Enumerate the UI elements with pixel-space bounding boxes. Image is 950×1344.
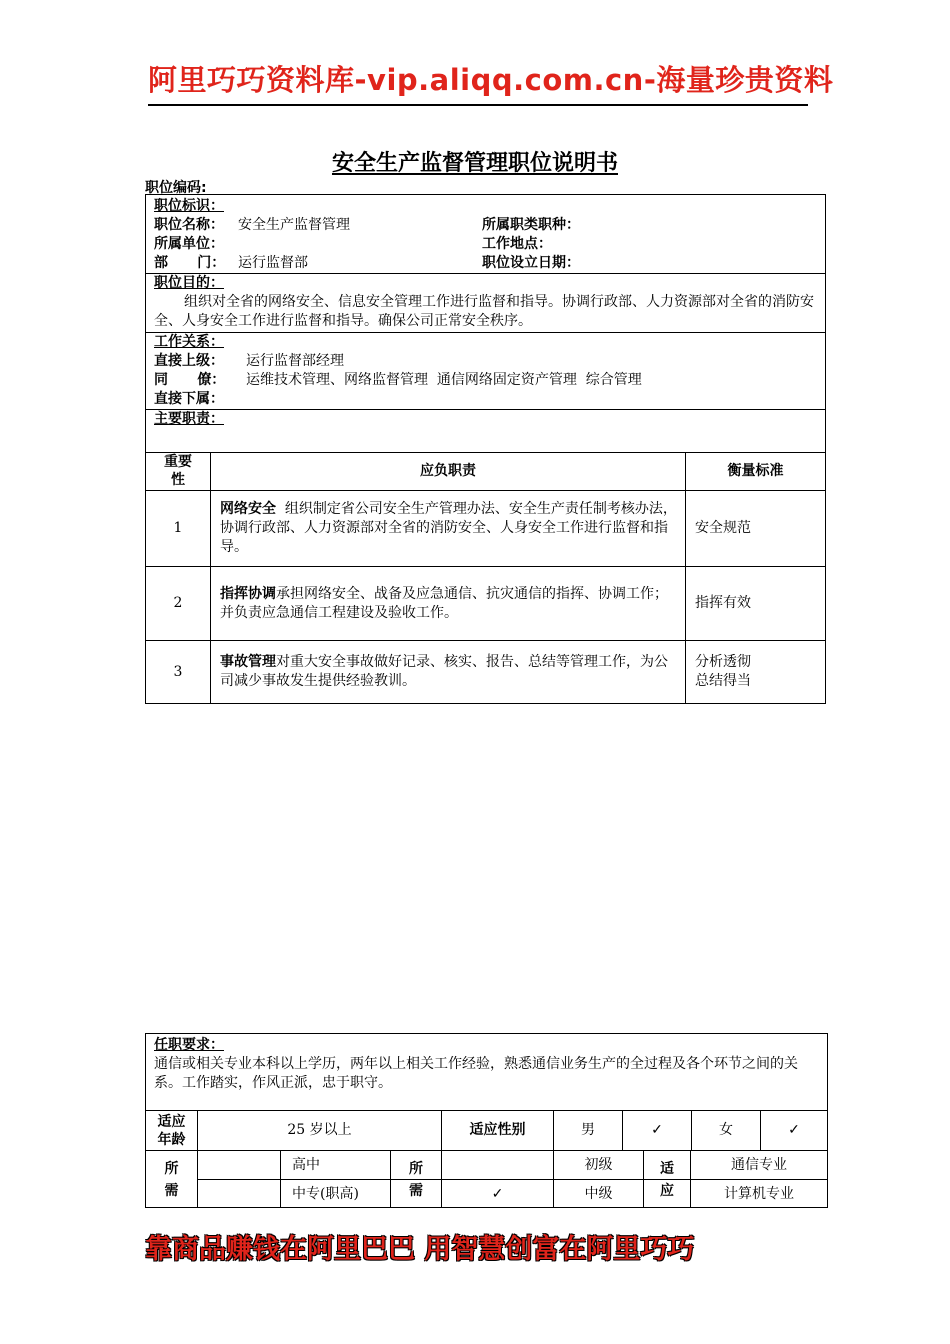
dept-value: 运行监督部	[238, 255, 308, 271]
subordinate-label: 直接下属：	[154, 391, 224, 407]
row-number: 1	[173, 520, 183, 536]
duty-cell	[220, 641, 678, 703]
needs-label-2: 所需	[409, 1160, 423, 1199]
duty-text: 对重大安全事故做好记录、核实、报告、总结等管理工作，为公司减少事故发生提供经验教训。	[220, 654, 668, 689]
duty-title: 网络安全	[220, 501, 276, 517]
divider	[145, 332, 826, 333]
position-code-label: 职位编码:	[145, 180, 207, 196]
row-number: 3	[173, 663, 183, 680]
edu-voc-check: ✓	[491, 1185, 504, 1202]
requirements-header: 任职要求：	[154, 1037, 224, 1053]
measure-cell: 指挥有效	[695, 595, 751, 611]
bottom-banner: 靠商品赚钱在阿里巴巴 用智慧创富在阿里巧巧	[145, 1234, 695, 1265]
edu-high: 高中	[292, 1156, 320, 1173]
measure-cell: 分析透彻 总结得当	[695, 654, 751, 689]
requirements-text: 通信或相关专业本科以上学历，两年以上相关工作经验，熟悉通信业务生产的全过程及各个环节之间的关系。工作踏实，作风正派，忠于职守。	[154, 1056, 798, 1091]
age-value: 25 岁以上	[287, 1122, 352, 1138]
female-check: ✓	[788, 1122, 800, 1138]
col-importance-header: 重要性	[164, 454, 192, 488]
identity-header: 职位标识：	[154, 198, 224, 214]
purpose-text: 组织对全省的网络安全、信息安全管理工作进行监督和指导。协调行政部、人力资源部对全省的消防安全、人身安全工作进行监督和指导。确保公司正常安全秩序。	[154, 294, 814, 329]
superior-label: 直接上级：	[154, 353, 224, 369]
category-label: 所属职类职种：	[482, 217, 580, 233]
location-label: 工作地点：	[482, 236, 552, 252]
row-number: 2	[173, 595, 183, 611]
fit-label: 适应	[660, 1160, 674, 1199]
major-2: 计算机专业	[724, 1185, 794, 1202]
duty-text: 承担网络安全、战备及应急通信、抗灾通信的指挥、协调工作；并负责应急通信工程建设及验收工作。	[220, 585, 668, 621]
gender-female: 女	[719, 1122, 733, 1138]
top-banner: 阿里巧巧资料库-vip.aliqq.com.cn-海量珍贵资料	[148, 60, 808, 106]
relations-header: 工作关系：	[154, 334, 224, 350]
divider	[145, 409, 826, 410]
major-1: 通信专业	[731, 1156, 787, 1173]
duties-header: 主要职责：	[154, 411, 224, 427]
duty-cell	[220, 491, 678, 566]
measure-cell: 安全规范	[695, 520, 751, 536]
position-name-value: 安全生产监督管理	[238, 217, 350, 233]
duty-cell	[220, 567, 678, 640]
gender-male: 男	[581, 1122, 595, 1138]
peer-value: 运维技术管理、网络监督管理 通信网络固定资产管理 综合管理	[246, 372, 642, 388]
unit-label: 所属单位：	[154, 236, 224, 252]
edu-voc: 中专(职高)	[292, 1185, 359, 1202]
level-1: 初级	[584, 1156, 613, 1173]
page-title: 安全生产监督管理职位说明书	[331, 151, 618, 176]
purpose-header: 职位目的：	[154, 275, 224, 291]
setup-date-label: 职位设立日期：	[482, 255, 580, 271]
duty-title: 事故管理	[220, 654, 276, 670]
col-measure-header: 衡量标准	[727, 462, 784, 479]
age-label: 适应年龄	[157, 1113, 186, 1148]
duty-title: 指挥协调	[220, 585, 276, 602]
needs-label: 所需	[164, 1160, 179, 1199]
divider	[145, 273, 826, 274]
col-divider	[280, 1150, 281, 1208]
superior-value: 运行监督部经理	[246, 353, 344, 369]
position-name-label: 职位名称：	[154, 217, 224, 233]
gender-label: 适应性别	[469, 1122, 526, 1138]
col-duty-header: 应负职责	[420, 462, 476, 479]
level-2: 中级	[584, 1185, 613, 1202]
dept-label: 部 门：	[154, 255, 226, 271]
duty-text: 组织制定省公司安全生产管理办法、安全生产责任制考核办法，协调行政部、人力资源部对全省的消防安全、人身安全工作进行监督和指导。	[220, 501, 677, 555]
male-check: ✓	[651, 1122, 663, 1138]
peer-label: 同 僚：	[154, 372, 226, 388]
